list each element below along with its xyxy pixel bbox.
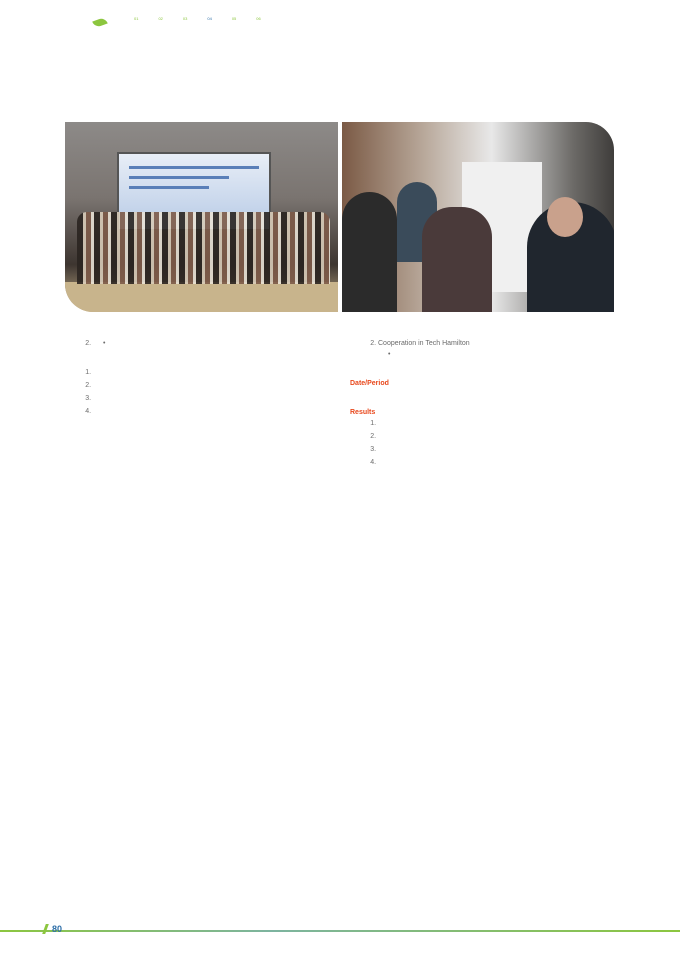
nav-item-05[interactable] [232,16,236,44]
results-heading: Results [350,409,376,416]
sub-list-item [388,349,605,360]
floor [65,282,338,312]
results-list [65,367,320,417]
nav-item-01[interactable] [134,16,138,44]
result-item [93,406,320,417]
nav-item-06[interactable] [256,16,260,44]
english-column [350,338,605,470]
nav-item-number: 03 [182,16,188,21]
result-item [378,444,605,455]
demonstration-photo [342,122,615,312]
result-item [93,367,320,378]
person [342,192,397,312]
thai-column [65,338,320,419]
result-item [93,393,320,404]
list-item [93,338,320,349]
nav-item-number: 04 [207,16,212,21]
logo[interactable] [90,16,112,38]
page-number: 80 [52,924,63,934]
leaf-icon [92,17,108,28]
photo-row [65,122,614,312]
person-head [547,197,583,237]
person [422,207,492,312]
group-photo [65,122,338,312]
list-item: 2. Cooperation in Tech Hamilton • [378,338,605,360]
result-item [378,418,605,429]
nav-item-number: 06 [256,16,261,21]
result-item [378,457,605,468]
nav-item-number: 02 [158,16,163,21]
result-item [93,380,320,391]
date-heading: Date/Period [350,380,389,387]
nav-item-number: 05 [231,16,237,21]
top-navigation [90,16,620,44]
nav-item-number: 01 [134,16,139,21]
footer-divider [0,930,680,932]
sub-list-item [103,338,320,349]
cooperation-list [350,338,605,360]
results-list [350,418,605,468]
nav-item-04[interactable] [207,16,211,44]
nav-item-03[interactable] [183,16,187,44]
result-item [378,431,605,442]
cooperation-list [65,338,320,349]
nav-item-02[interactable] [158,16,162,44]
crowd [77,212,330,284]
